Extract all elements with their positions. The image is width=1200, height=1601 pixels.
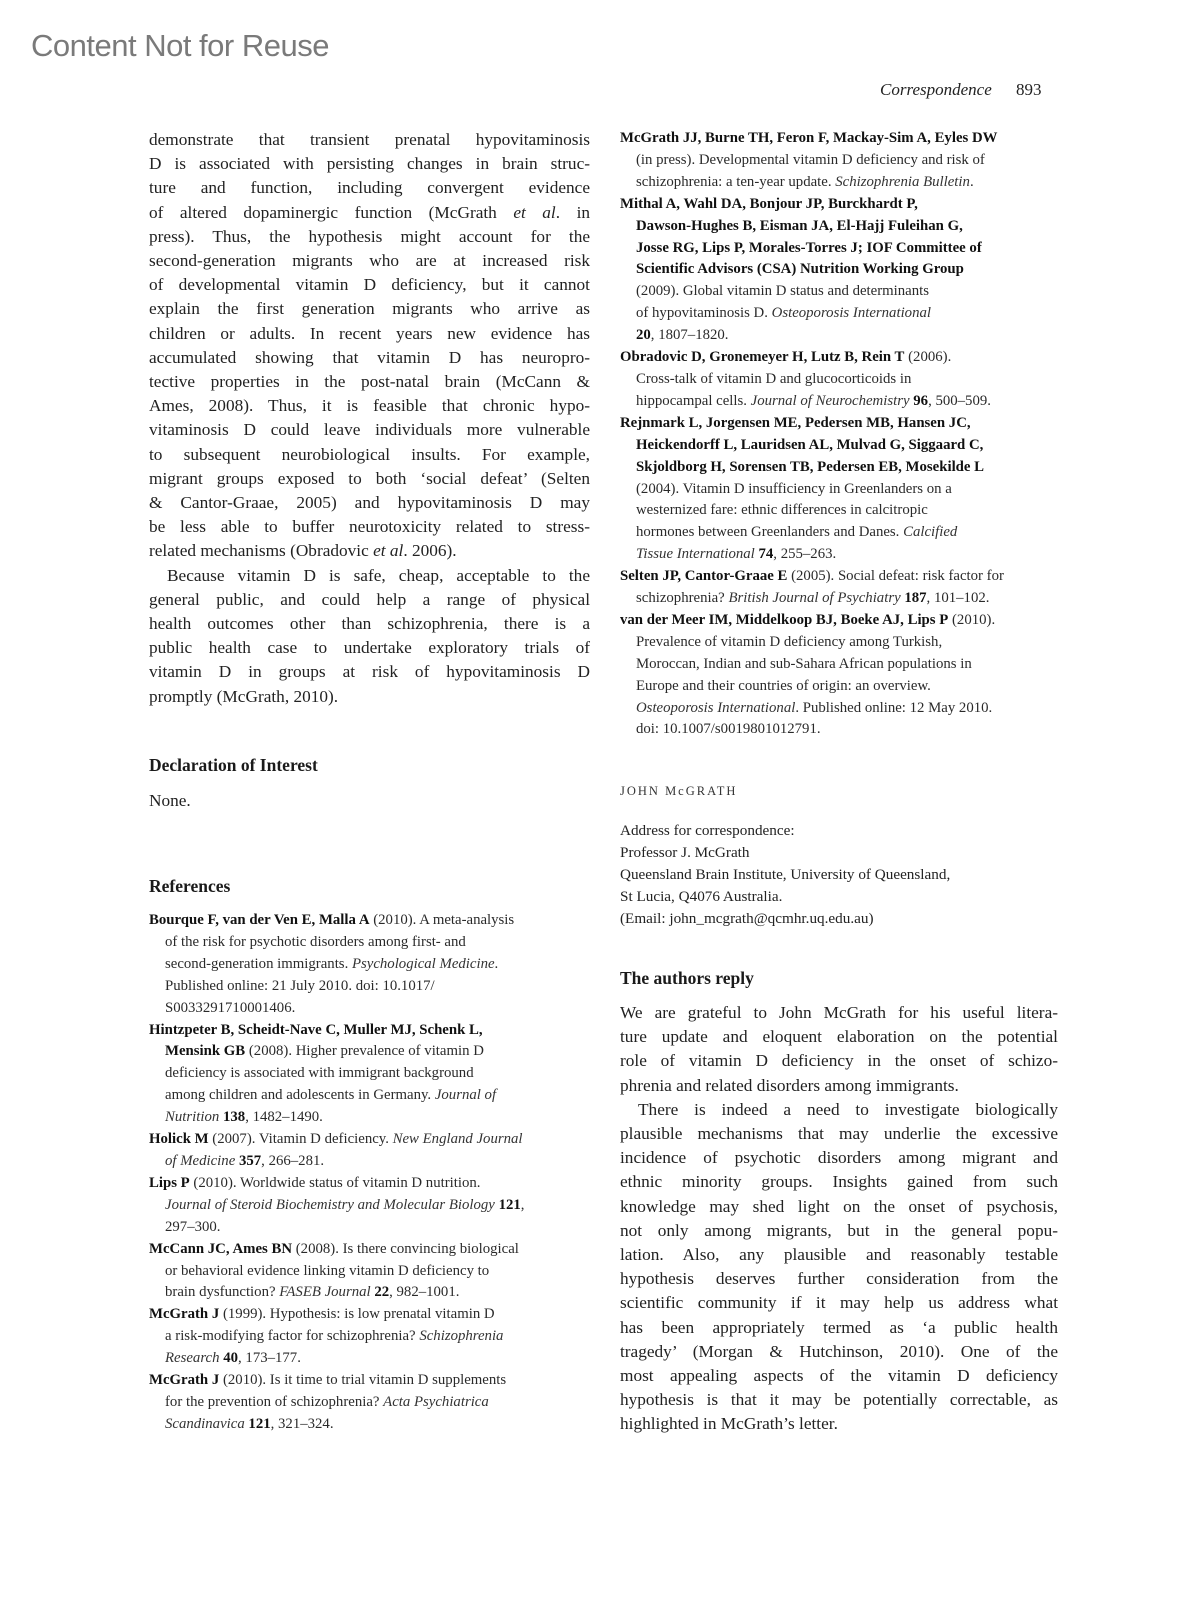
reference-entry xyxy=(620,194,1065,347)
text-line: demonstrate that transient prenatal hypovitaminosis xyxy=(149,130,590,149)
reference-line: hormones between Greenlanders and Danes. Calcified xyxy=(636,524,958,541)
text-line: most appealing aspects of the vitamin D deficiency xyxy=(620,1366,1058,1386)
reference-line: among children and adolescents in Germany. Journal of xyxy=(165,1087,497,1104)
reference-line: McGrath J (1999). Hypothesis: is low prenatal vitamin D xyxy=(149,1306,495,1323)
text-line: migrant groups exposed to both ‘social defeat’ (Selten xyxy=(149,468,590,488)
reference-entry xyxy=(149,1129,594,1173)
reference-line: Josse RG, Lips P, Morales-Torres J; IOF Committee of xyxy=(636,239,982,256)
reference-line: McCann JC, Ames BN (2008). Is there convincing biological xyxy=(149,1240,519,1257)
text-line: children or adults. In recent years new evidence has xyxy=(149,323,590,343)
text-line: vitaminosis D could leave individuals more vulnerable xyxy=(149,420,590,440)
reference-line: Mithal A, Wahl DA, Bonjour JP, Burckhardt P, xyxy=(620,195,918,212)
text-line: not only among migrants, but in the general popu- xyxy=(620,1220,1058,1240)
reference-line: Heickendorff L, Lauridsen AL, Mulvad G, Siggaard C, xyxy=(636,436,984,453)
paragraph-2 xyxy=(149,564,590,709)
reference-line: (in press). Developmental vitamin D deficiency and risk of xyxy=(636,151,985,168)
reference-line: second-generation immigrants. Psychological Medicine. xyxy=(165,955,499,972)
reference-line: Research 40, 173–177. xyxy=(165,1350,301,1367)
reply-paragraph-2 xyxy=(620,1098,1058,1437)
reference-line: Lips P (2010). Worldwide status of vitamin D nutrition. xyxy=(149,1174,481,1191)
reference-line: (2004). Vitamin D insufficiency in Greenlanders on a xyxy=(636,480,952,497)
declaration-text: None. xyxy=(149,791,191,810)
text-line: hypothesis deserves further consideration from the xyxy=(620,1269,1058,1289)
reference-list-left xyxy=(149,910,594,1436)
reply-paragraph-1 xyxy=(620,1001,1058,1098)
reference-line: of the risk for psychotic disorders among first- and xyxy=(165,933,466,950)
reference-line: Nutrition 138, 1482–1490. xyxy=(165,1109,323,1126)
reference-line: (2009). Global vitamin D status and determinants xyxy=(636,283,930,300)
reference-line: schizophrenia: a ten-year update. Schizophrenia Bulletin. xyxy=(636,173,974,190)
reference-line: van der Meer IM, Middelkoop BJ, Boeke AJ, Lips P (2010). xyxy=(620,611,996,628)
reference-line: Prevalence of vitamin D deficiency among Turkish, xyxy=(636,633,943,650)
text-line: to subsequent neurobiological insults. For example, xyxy=(149,444,590,464)
text-line: ture and function, including convergent evidence xyxy=(149,178,590,198)
text-line: We are grateful to John McGrath for his useful litera- xyxy=(620,1003,1058,1022)
author-signature: JOHN McGRATH xyxy=(620,784,738,798)
text-line: hypothesis is that it may be potentially correctable, as xyxy=(620,1390,1058,1410)
reply-heading: The authors reply xyxy=(620,968,754,988)
text-line: There is indeed a need to investigate biologically xyxy=(638,1099,1058,1119)
text-line: D is associated with persisting changes in brain struc- xyxy=(149,154,590,174)
reply-body-text xyxy=(620,1001,1058,1437)
reference-line: Mensink GB (2008). Higher prevalence of vitamin D xyxy=(165,1043,484,1060)
text-line: Ames, 2008). Thus, it is feasible that chronic hypo- xyxy=(149,396,590,416)
text-line: Because vitamin D is safe, cheap, acceptable to the xyxy=(167,565,590,585)
text-line: has been appropriately termed as ‘a public health xyxy=(620,1317,1058,1337)
reference-line: Journal of Steroid Biochemistry and Molecular Biology 121, xyxy=(165,1196,525,1213)
text-line: explain the first generation migrants who arrive as xyxy=(149,299,590,319)
correspondence-address xyxy=(620,820,950,930)
text-line: knowledge may shed light on the onset of psychosis, xyxy=(620,1196,1058,1216)
reference-entry xyxy=(620,610,1065,741)
reference-line: Scandinavica 121, 321–324. xyxy=(165,1415,334,1432)
reference-entry xyxy=(149,910,594,1020)
reference-line: Osteoporosis International. Published online: 12 May 2010. xyxy=(636,699,993,716)
text-line: vitamin D in groups at risk of hypovitaminosis D xyxy=(149,662,590,682)
text-line: accumulated showing that vitamin D has neuropro- xyxy=(149,347,590,367)
page-number: 893 xyxy=(1016,80,1042,99)
reference-line: or behavioral evidence linking vitamin D deficiency to xyxy=(165,1262,490,1279)
reference-line: Published online: 21 July 2010. doi: 10.1017/ xyxy=(165,977,435,994)
reference-line: for the prevention of schizophrenia? Acta Psychiatrica xyxy=(165,1393,489,1410)
text-line: tective properties in the post-natal brain (McCann & xyxy=(149,372,590,392)
reference-line: Hintzpeter B, Scheidt-Nave C, Muller MJ, Schenk L, xyxy=(149,1021,483,1038)
address-line: Professor J. McGrath xyxy=(620,843,750,861)
text-line: role of vitamin D deficiency in the onset of schizo- xyxy=(620,1051,1058,1071)
reference-line: Selten JP, Cantor-Graae E (2005). Social defeat: risk factor for xyxy=(620,568,1004,585)
running-head xyxy=(880,80,1042,100)
reference-line: Cross-talk of vitamin D and glucocorticoids in xyxy=(636,370,912,387)
reference-list-right xyxy=(620,128,1065,741)
text-line: tragedy’ (Morgan & Hutchinson, 2010). One of the xyxy=(620,1341,1058,1361)
left-body-text xyxy=(149,128,590,709)
reference-line: of Medicine 357, 266–281. xyxy=(165,1152,325,1169)
text-line: scientific community if it may help us address what xyxy=(620,1293,1058,1313)
reference-line: Tissue International 74, 255–263. xyxy=(636,546,837,563)
reference-entry xyxy=(620,347,1065,413)
reference-entry xyxy=(149,1020,594,1130)
reference-line: Obradovic D, Gronemeyer H, Lutz B, Rein T (2006). xyxy=(620,349,952,366)
text-line: ethnic minority groups. Insights gained from such xyxy=(620,1172,1058,1192)
reference-line: schizophrenia? British Journal of Psychiatry 187, 101–102. xyxy=(636,590,990,607)
text-line: lation. Also, any plausible and reasonably testable xyxy=(620,1245,1058,1265)
reference-line: Moroccan, Indian and sub-Sahara African populations in xyxy=(636,655,972,672)
reference-entry xyxy=(149,1370,594,1436)
text-line: second-generation migrants who are at increased risk xyxy=(149,251,590,271)
reference-entry xyxy=(620,128,1065,194)
reference-entry xyxy=(149,1173,594,1239)
reference-entry xyxy=(149,1239,594,1305)
reference-line: of hypovitaminosis D. Osteoporosis International xyxy=(636,305,931,322)
reference-line: Skjoldborg H, Sorensen TB, Pedersen EB, Mosekilde L xyxy=(636,458,985,475)
reference-line: westernized fare: ethnic differences in calcitropic xyxy=(636,502,928,519)
reference-entry xyxy=(620,566,1065,610)
reference-entry xyxy=(620,413,1065,566)
reference-line: Bourque F, van der Ven E, Malla A (2010). A meta-analysis xyxy=(149,912,515,928)
address-line: St Lucia, Q4076 Australia. xyxy=(620,887,783,905)
reference-line: brain dysfunction? FASEB Journal 22, 982–1001. xyxy=(165,1284,460,1301)
text-line: ture update and eloquent elaboration on the potential xyxy=(620,1027,1058,1047)
reference-line: doi: 10.1007/s0019801012791. xyxy=(636,721,821,738)
watermark: Content Not for Reuse xyxy=(31,28,329,63)
text-line: be less able to buffer neurotoxicity related to stress- xyxy=(149,517,590,537)
reference-line: Rejnmark L, Jorgensen ME, Pedersen MB, Hansen JC, xyxy=(620,414,971,431)
reference-line: S0033291710001406. xyxy=(165,999,296,1016)
text-line: of altered dopaminergic function (McGrath et al. in xyxy=(149,202,591,222)
declaration-heading: Declaration of Interest xyxy=(149,755,318,775)
reference-line: deficiency is associated with immigrant background xyxy=(165,1065,474,1082)
address-line: (Email: john_mcgrath@qcmhr.uq.edu.au) xyxy=(620,909,874,927)
paragraph-1 xyxy=(149,128,590,564)
text-line: & Cantor-Graae, 2005) and hypovitaminosis D may xyxy=(149,493,590,513)
text-line: highlighted in McGrath’s letter. xyxy=(620,1414,838,1434)
reference-line: McGrath J (2010). Is it time to trial vitamin D supplements xyxy=(149,1372,507,1389)
reference-line: hippocampal cells. Journal of Neurochemistry 96, 500–509. xyxy=(636,392,991,409)
address-line: Address for correspondence: xyxy=(620,822,795,839)
text-line: of developmental vitamin D deficiency, but it cannot xyxy=(149,275,590,295)
reference-line: Dawson-Hughes B, Eisman JA, El-Hajj Fuleihan G, xyxy=(636,217,963,234)
text-line: press). Thus, the hypothesis might account for the xyxy=(149,226,590,246)
references-heading: References xyxy=(149,876,231,896)
text-line: public health case to undertake exploratory trials of xyxy=(149,638,590,658)
address-line: Queensland Brain Institute, University of Queensland, xyxy=(620,865,951,883)
text-line: promptly (McGrath, 2010). xyxy=(149,686,339,706)
text-line: incidence of psychotic disorders among migrant and xyxy=(620,1148,1058,1168)
reference-line: a risk-modifying factor for schizophrenia? Schizophrenia xyxy=(165,1328,504,1345)
reference-line: McGrath JJ, Burne TH, Feron F, Mackay-Sim A, Eyles DW xyxy=(620,130,998,146)
reference-line: 20, 1807–1820. xyxy=(636,327,729,344)
text-line: phrenia and related disorders among immigrants. xyxy=(620,1075,959,1095)
text-line: general public, and could help a range of physical xyxy=(149,589,590,609)
reference-line: Europe and their countries of origin: an overview. xyxy=(636,677,931,694)
text-line: related mechanisms (Obradovic et al. 2006). xyxy=(149,541,457,561)
reference-line: Holick M (2007). Vitamin D deficiency. New England Journal xyxy=(149,1131,523,1148)
reference-line: Scientific Advisors (CSA) Nutrition Working Group xyxy=(636,261,964,278)
running-head-section: Correspondence xyxy=(880,80,992,99)
reference-entry xyxy=(149,1304,594,1370)
text-line: plausible mechanisms that may underlie the excessive xyxy=(620,1124,1058,1144)
text-line: health outcomes other than schizophrenia, there is a xyxy=(149,614,590,634)
reference-line: 297–300. xyxy=(165,1218,221,1235)
